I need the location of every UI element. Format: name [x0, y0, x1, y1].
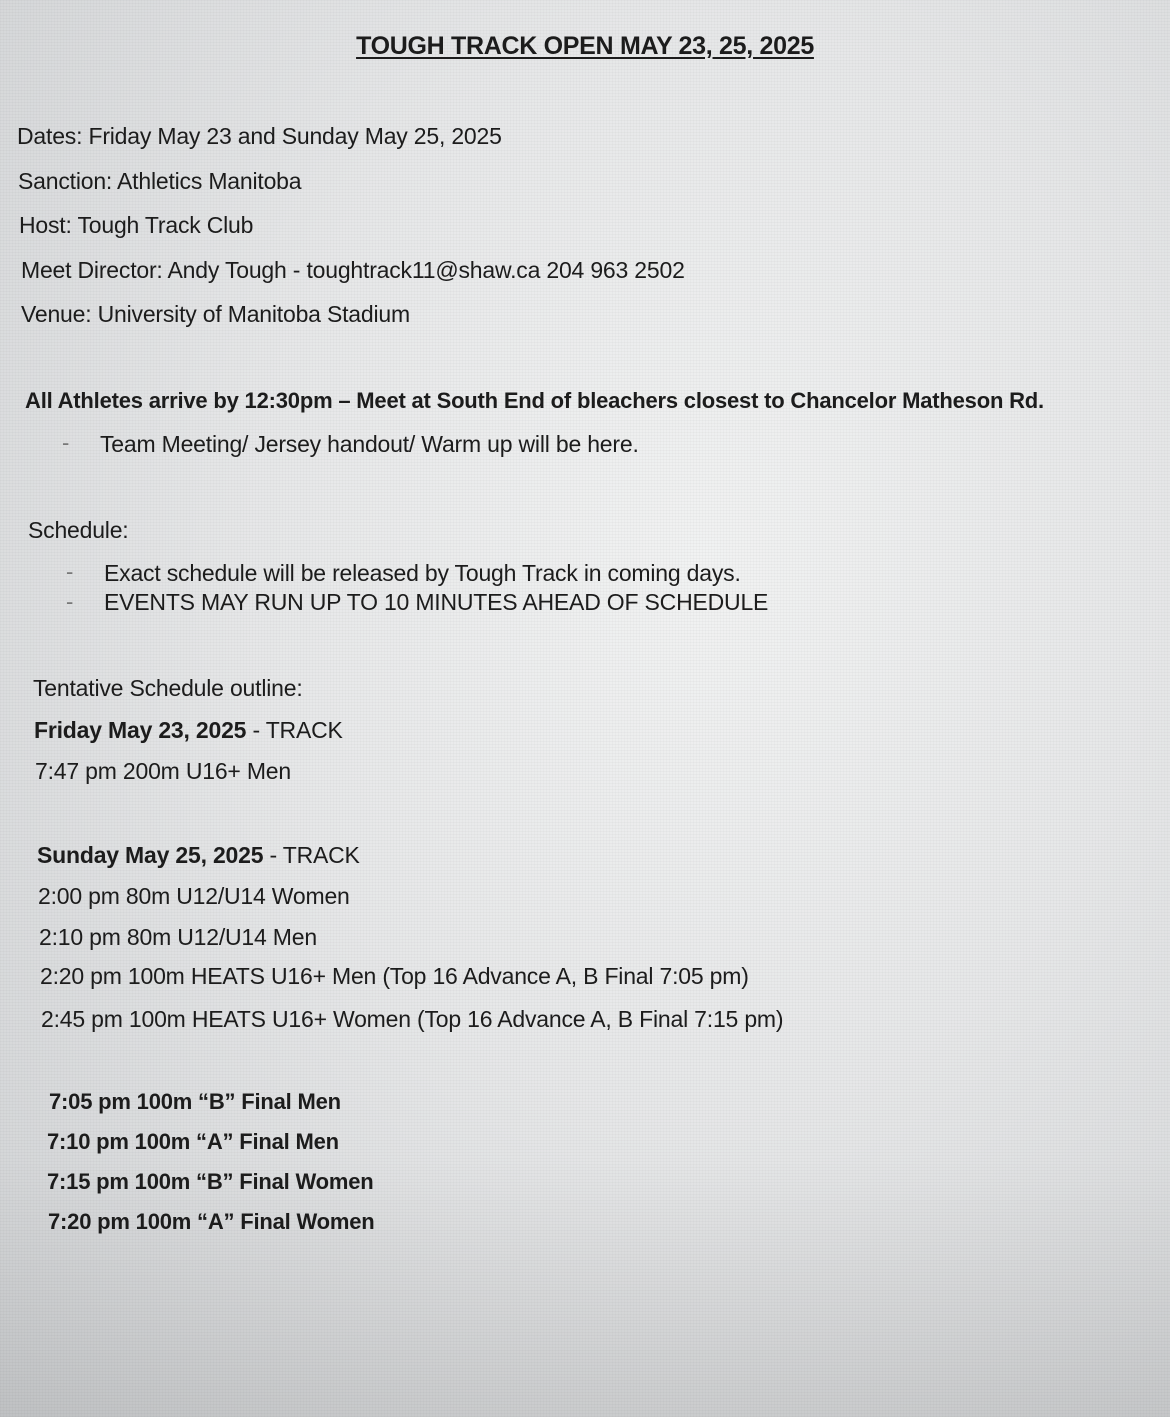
final-event-2: 7:10 pm 100m “A” Final Men — [47, 1129, 339, 1154]
friday-suffix: - TRACK — [246, 717, 343, 743]
document-title: TOUGH TRACK OPEN MAY 23, 25, 2025 — [356, 32, 814, 60]
sunday-event-1: 2:00 pm 80m U12/U14 Women — [38, 883, 350, 909]
final-event-3: 7:15 pm 100m “B” Final Women — [47, 1169, 374, 1194]
sunday-event-4: 2:45 pm 100m HEATS U16+ Women (Top 16 Advance A, B Final 7:15 pm) — [41, 1006, 784, 1032]
sanction-line: Sanction: Athletics Manitoba — [18, 168, 302, 194]
schedule-bullet-marker-2: - — [66, 589, 74, 614]
sunday-suffix: - TRACK — [263, 842, 360, 868]
friday-event-1: 7:47 pm 200m U16+ Men — [35, 758, 291, 784]
dates-line: Dates: Friday May 23 and Sunday May 25, 2025 — [17, 123, 502, 149]
sunday-day: Sunday May 25, 2025 — [37, 842, 264, 868]
friday-heading — [34, 715, 343, 745]
sunday-event-3: 2:20 pm 100m HEATS U16+ Men (Top 16 Advance A, B Final 7:05 pm) — [40, 963, 749, 989]
schedule-bullet-2: EVENTS MAY RUN UP TO 10 MINUTES AHEAD OF SCHEDULE — [104, 589, 769, 615]
tentative-heading: Tentative Schedule outline: — [33, 675, 303, 701]
arrival-bullet-marker: - — [62, 430, 70, 455]
final-event-1: 7:05 pm 100m “B” Final Men — [49, 1089, 341, 1114]
schedule-bullet-marker-1: - — [66, 559, 74, 584]
sunday-heading — [37, 840, 360, 870]
venue-line: Venue: University of Manitoba Stadium — [21, 301, 410, 327]
friday-day: Friday May 23, 2025 — [34, 717, 247, 743]
sunday-event-2: 2:10 pm 80m U12/U14 Men — [39, 924, 317, 950]
final-event-4: 7:20 pm 100m “A” Final Women — [48, 1209, 375, 1234]
meet-director-line: Meet Director: Andy Tough - toughtrack11@shaw.ca 204 963 2502 — [21, 257, 685, 283]
arrival-bullet: Team Meeting/ Jersey handout/ Warm up will be here. — [100, 431, 639, 457]
host-line: Host: Tough Track Club — [19, 212, 254, 238]
schedule-heading: Schedule: — [28, 517, 129, 543]
schedule-bullet-1: Exact schedule will be released by Tough Track in coming days. — [104, 560, 741, 586]
arrival-notice: All Athletes arrive by 12:30pm – Meet at South End of bleachers closest to Chancelor Matheson Rd. — [25, 388, 1044, 413]
